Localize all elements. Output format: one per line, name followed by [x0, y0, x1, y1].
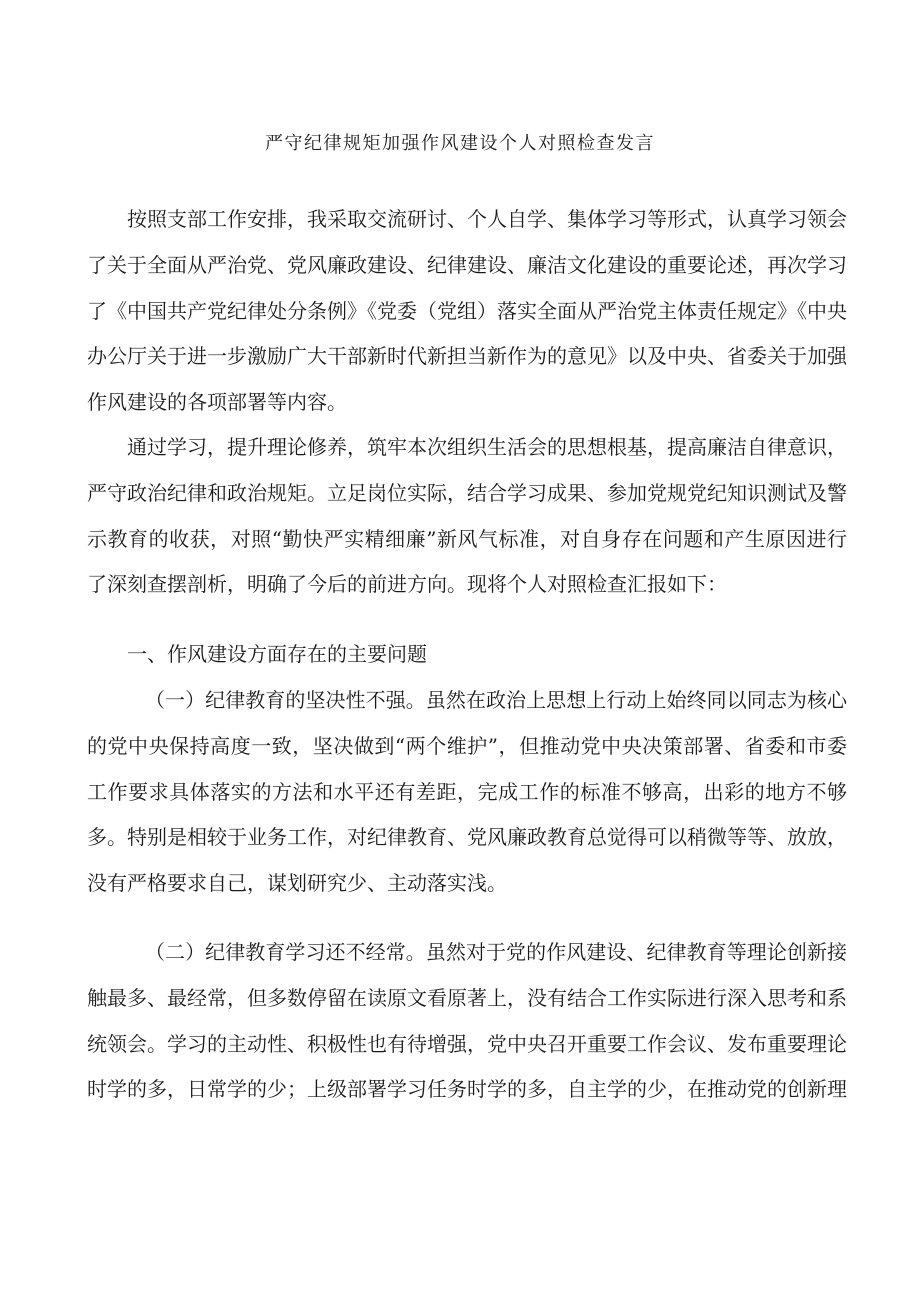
section-heading-main-problems: 一、作风建设方面存在的主要问题 — [127, 642, 427, 666]
paragraph-study-arrangement: 按照支部工作安排，我采取交流研讨、个人自学、集体学习等形式，认真学习领会了关于全面从严治党、党风廉政建设、纪律建设、廉洁文化建设的重要论述，再次学习了《中国共产党纪律处分条例》《党委（党组）落实全面从严治党主体责任规定》《中央办公厅关于进一步激励广大干部新时代新担当新作为的意见》以及中央、省委关于加强作风建设的各项部署等内容。 — [87, 207, 847, 415]
document-title: 严守纪律规矩加强作风建设个人对照检查发言 — [265, 133, 655, 154]
paragraph-problem-two: （二）纪律教育学习还不经常。虽然对于党的作风建设、纪律教育等理论创新接触最多、最经常，但多数停留在读原文看原著上，没有结合工作实际进行深入思考和系统领会。学习的主动性、积极性也有待增强，党中央召开重要工作会议、发布重要理论时学的多，日常学的少；上级部署学习任务时学的多，自主学的少，在推动党的创新理 — [87, 940, 847, 1102]
paragraph-learning-outcome: 通过学习，提升理论修养，筑牢本次组织生活会的思想根基，提高廉洁自律意识，严守政治纪律和政治规矩。立足岗位实际，结合学习成果、参加党规党纪知识测试及警示教育的收获，对照“勤快严实精细廉”新风气标准，对自身存在问题和产生原因进行了深刻查摆剖析，明确了今后的前进方向。现将个人对照检查汇报如下： — [87, 435, 847, 597]
paragraph-problem-one: （一）纪律教育的坚决性不强。虽然在政治上思想上行动上始终同以同志为核心的党中央保持高度一致，坚决做到“两个维护”，但推动党中央决策部署、省委和市委工作要求具体落实的方法和水平还有差距，完成工作的标准不够高，出彩的地方不够多。特别是相较于业务工作，对纪律教育、党风廉政教育总觉得可以稍微等等、放放，没有严格要求自己，谋划研究少、主动落实浅。 — [87, 688, 847, 896]
